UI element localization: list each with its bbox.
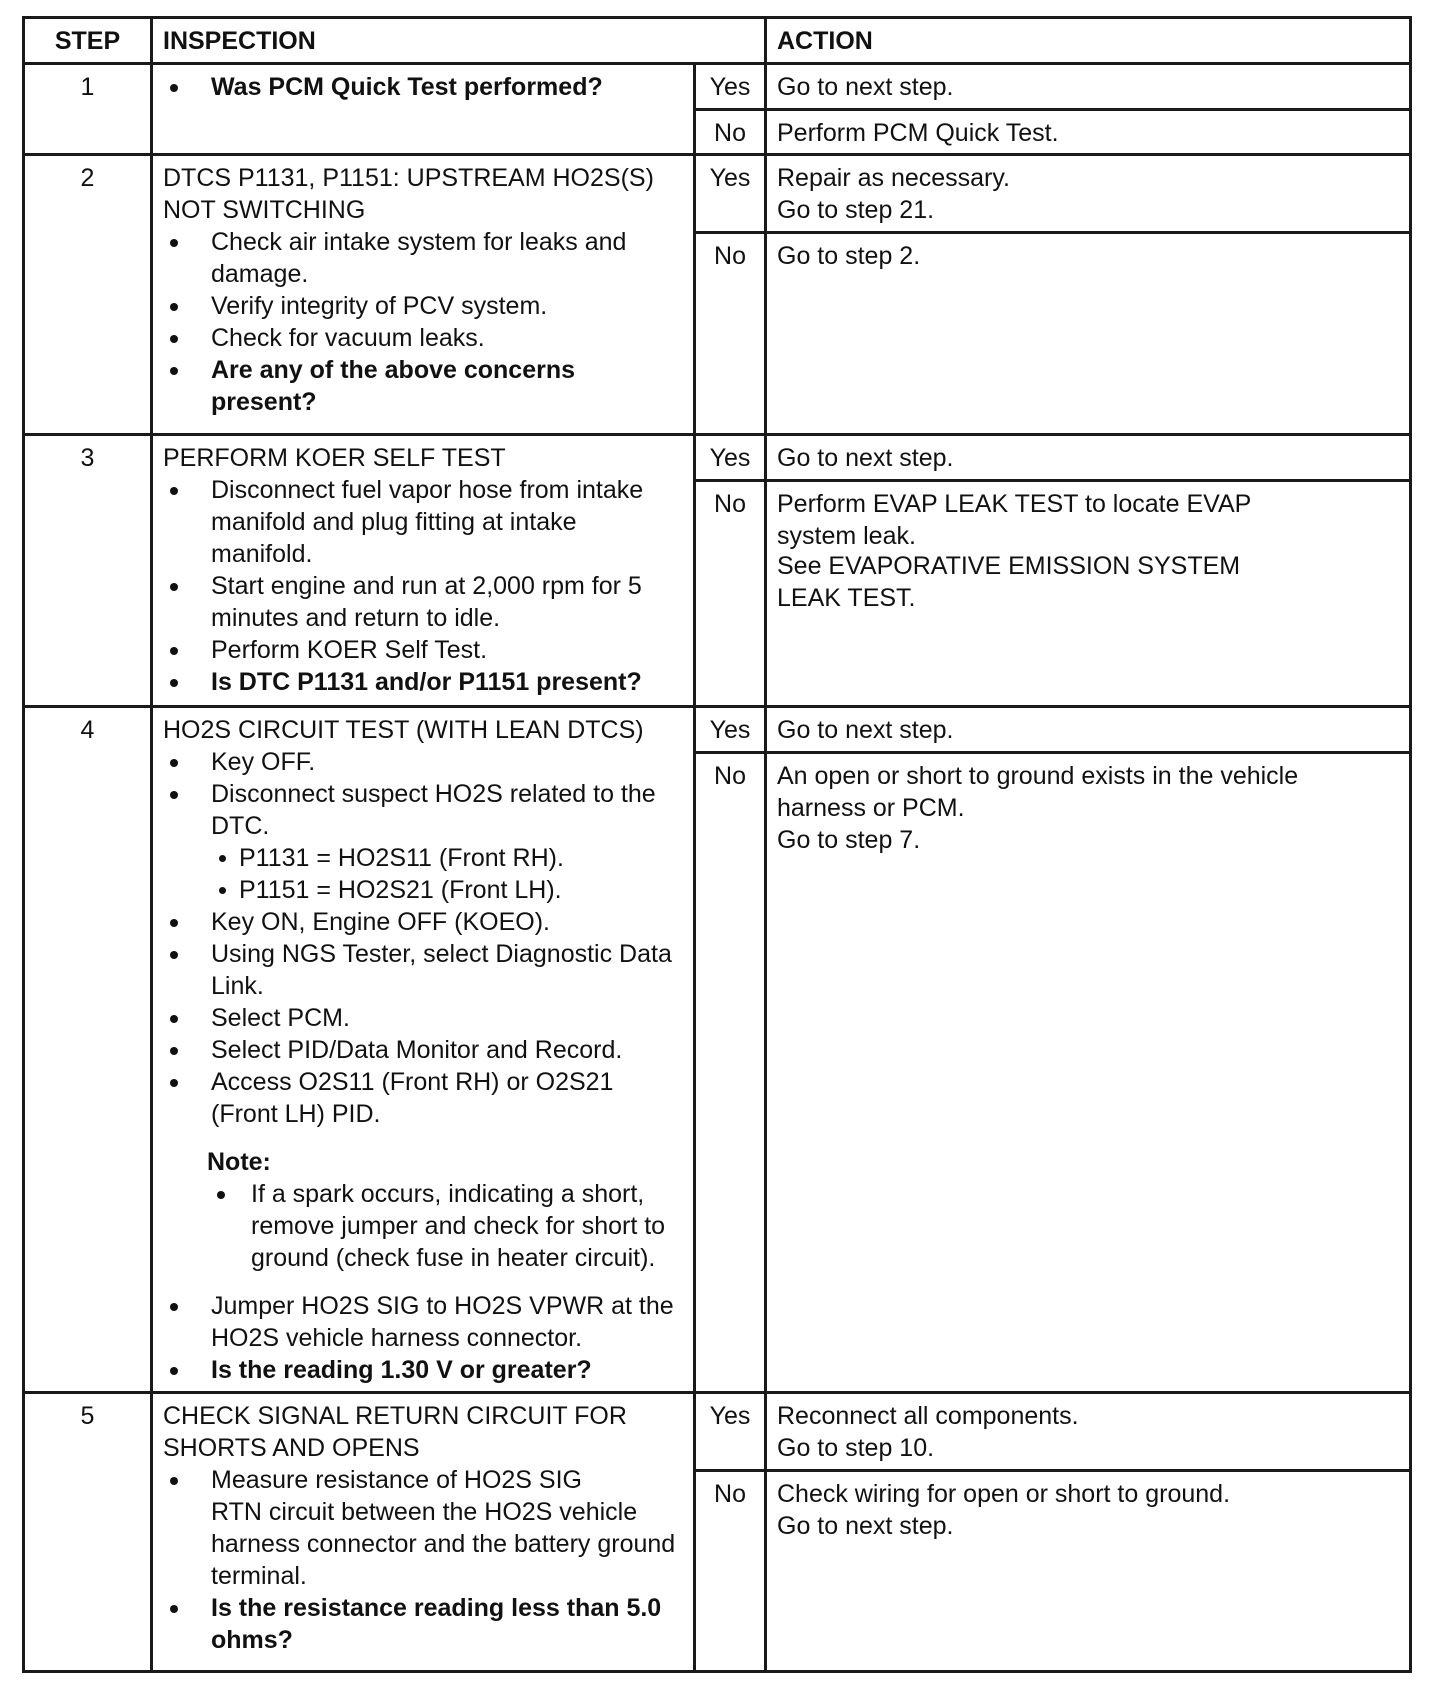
bullet-icon xyxy=(170,335,178,343)
step-5-number-cell xyxy=(22,1391,153,1673)
inspection-line: Check for vacuum leaks. xyxy=(211,324,485,352)
no-label: No xyxy=(714,242,746,270)
step-heading: PERFORM KOER SELF TEST xyxy=(163,444,506,472)
action-line: Go to step 21. xyxy=(777,196,935,224)
inspection-line: Is the reading 1.30 V or greater? xyxy=(211,1356,592,1384)
header-action-cell xyxy=(764,16,1412,65)
inspection-line: present? xyxy=(211,388,317,416)
step-3-yes-action-cell xyxy=(764,433,1412,482)
bullet-icon xyxy=(170,1047,178,1055)
sub-bullet-icon xyxy=(219,855,226,862)
inspection-line: DTC. xyxy=(211,812,270,840)
action-line: Go to next step. xyxy=(777,1512,954,1540)
inspection-line: ohms? xyxy=(211,1626,293,1654)
bullet-icon xyxy=(170,951,178,959)
action-line: Go to step 7. xyxy=(777,826,921,854)
bullet-icon xyxy=(170,1605,178,1613)
action-line: Repair as necessary. xyxy=(777,164,1010,192)
inspection-line: HO2S vehicle harness connector. xyxy=(211,1324,583,1352)
step-4-inspection-cell xyxy=(150,705,696,1394)
bullet-icon xyxy=(170,1015,178,1023)
step-4-yes-cell xyxy=(693,705,767,754)
inspection-line: Jumper HO2S SIG to HO2S VPWR at the xyxy=(211,1292,674,1320)
action-line: Go to next step. xyxy=(777,716,954,744)
action-line: Go to step 2. xyxy=(777,242,921,270)
bullet-icon xyxy=(170,759,178,767)
step-4-number-cell xyxy=(22,705,153,1394)
action-line: Go to next step. xyxy=(777,73,954,101)
step-heading: SHORTS AND OPENS xyxy=(163,1434,420,1462)
bullet-icon xyxy=(170,919,178,927)
inspection-line: Was PCM Quick Test performed? xyxy=(211,73,603,101)
inspection-line: Is the resistance reading less than 5.0 xyxy=(211,1594,662,1622)
inspection-line: RTN circuit between the HO2S vehicle xyxy=(211,1498,638,1526)
inspection-line: Start engine and run at 2,000 rpm for 5 xyxy=(211,572,642,600)
step-2-no-cell xyxy=(693,231,767,436)
bullet-icon xyxy=(170,1303,178,1311)
header-step-cell xyxy=(22,16,153,65)
bullet-icon xyxy=(170,367,178,375)
inspection-line: Access O2S11 (Front RH) or O2S21 xyxy=(211,1068,614,1096)
bullet-icon xyxy=(170,1079,178,1087)
inspection-line: Measure resistance of HO2S SIG xyxy=(211,1466,582,1494)
bullet-icon xyxy=(170,487,178,495)
step-4-no-cell xyxy=(693,751,767,1394)
step-1-number-cell xyxy=(22,62,153,156)
step-number: 1 xyxy=(80,73,95,101)
bullet-icon xyxy=(170,791,178,799)
step-number: 4 xyxy=(80,716,95,744)
inspection-line: Disconnect fuel vapor hose from intake xyxy=(211,476,644,504)
note-line: ground (check fuse in heater circuit). xyxy=(251,1244,656,1272)
step-number: 2 xyxy=(80,164,95,192)
action-line: An open or short to ground exists in the vehicle xyxy=(777,762,1299,790)
action-line: harness or PCM. xyxy=(777,794,965,822)
step-2-inspection-cell xyxy=(150,153,696,436)
note-line: remove jumper and check for short to xyxy=(251,1212,666,1240)
step-2-yes-cell xyxy=(693,153,767,234)
step-3-no-action-cell xyxy=(764,479,1412,708)
step-3-no-cell xyxy=(693,479,767,708)
step-heading: HO2S CIRCUIT TEST (WITH LEAN DTCS) xyxy=(163,716,644,744)
inspection-line: Key OFF. xyxy=(211,748,316,776)
sub-bullet-icon xyxy=(219,887,226,894)
bullet-icon xyxy=(170,239,178,247)
yes-label: Yes xyxy=(709,1402,751,1430)
action-line: system leak. xyxy=(777,522,916,550)
step-1-inspection-cell xyxy=(150,62,696,156)
no-label: No xyxy=(714,119,746,147)
bullet-icon xyxy=(217,1191,225,1199)
step-3-inspection-cell xyxy=(150,433,696,708)
step-3-number-cell xyxy=(22,433,153,708)
inspection-line: manifold. xyxy=(211,540,313,568)
no-label: No xyxy=(714,490,746,518)
bullet-icon xyxy=(170,303,178,311)
step-4-no-action-cell xyxy=(764,751,1412,1394)
inspection-line: Are any of the above concerns xyxy=(211,356,576,384)
header-inspection: INSPECTION xyxy=(163,27,316,55)
inspection-sub-line: P1151 = HO2S21 (Front LH). xyxy=(239,876,562,904)
step-2-yes-action-cell xyxy=(764,153,1412,234)
step-5-yes-action-cell xyxy=(764,1391,1412,1472)
yes-label: Yes xyxy=(709,73,751,101)
bullet-icon xyxy=(170,1477,178,1485)
inspection-line: minutes and return to idle. xyxy=(211,604,501,632)
step-5-no-action-cell xyxy=(764,1469,1412,1673)
step-1-yes-cell xyxy=(693,62,767,111)
action-line: See EVAPORATIVE EMISSION SYSTEM xyxy=(777,552,1241,580)
note-label: Note: xyxy=(207,1148,271,1176)
bullet-icon xyxy=(170,679,178,687)
inspection-line: terminal. xyxy=(211,1562,307,1590)
action-line: Perform EVAP LEAK TEST to locate EVAP xyxy=(777,490,1252,518)
bullet-icon xyxy=(170,1367,178,1375)
diagnostic-table xyxy=(22,16,1412,1673)
step-number: 3 xyxy=(80,444,95,472)
step-heading: CHECK SIGNAL RETURN CIRCUIT FOR xyxy=(163,1402,627,1430)
inspection-line: Using NGS Tester, select Diagnostic Data xyxy=(211,940,672,968)
inspection-line: damage. xyxy=(211,260,309,288)
yes-label: Yes xyxy=(709,164,751,192)
bullet-icon xyxy=(170,583,178,591)
action-line: LEAK TEST. xyxy=(777,584,916,612)
inspection-line: harness connector and the battery ground xyxy=(211,1530,676,1558)
inspection-line: Verify integrity of PCV system. xyxy=(211,292,548,320)
step-5-yes-cell xyxy=(693,1391,767,1472)
yes-label: Yes xyxy=(709,444,751,472)
bullet-icon xyxy=(170,84,178,92)
action-line: Check wiring for open or short to ground. xyxy=(777,1480,1231,1508)
step-4-yes-action-cell xyxy=(764,705,1412,754)
header-step: STEP xyxy=(54,27,121,55)
step-5-no-cell xyxy=(693,1469,767,1673)
note-line: If a spark occurs, indicating a short, xyxy=(251,1180,645,1208)
inspection-line: manifold and plug fitting at intake xyxy=(211,508,577,536)
step-2-no-action-cell xyxy=(764,231,1412,436)
inspection-line: Check air intake system for leaks and xyxy=(211,228,627,256)
action-line: Perform PCM Quick Test. xyxy=(777,119,1059,147)
step-number: 5 xyxy=(80,1402,95,1430)
bullet-icon xyxy=(170,647,178,655)
inspection-line: (Front LH) PID. xyxy=(211,1100,381,1128)
header-inspection-cell xyxy=(150,16,767,65)
action-line: Go to next step. xyxy=(777,444,954,472)
step-3-yes-cell xyxy=(693,433,767,482)
step-2-number-cell xyxy=(22,153,153,436)
step-1-no-action-cell xyxy=(764,108,1412,156)
yes-label: Yes xyxy=(709,716,751,744)
step-1-yes-action-cell xyxy=(764,62,1412,111)
no-label: No xyxy=(714,762,746,790)
inspection-line: Is DTC P1131 and/or P1151 present? xyxy=(211,668,642,696)
inspection-line: Key ON, Engine OFF (KOEO). xyxy=(211,908,550,936)
step-heading: DTCS P1131, P1151: UPSTREAM HO2S(S) xyxy=(163,164,654,192)
action-line: Reconnect all components. xyxy=(777,1402,1079,1430)
inspection-line: Select PID/Data Monitor and Record. xyxy=(211,1036,623,1064)
action-line: Go to step 10. xyxy=(777,1434,935,1462)
inspection-line: Perform KOER Self Test. xyxy=(211,636,488,664)
inspection-line: Link. xyxy=(211,972,264,1000)
inspection-line: Disconnect suspect HO2S related to the xyxy=(211,780,656,808)
header-action: ACTION xyxy=(777,27,873,55)
no-label: No xyxy=(714,1480,746,1508)
inspection-line: Select PCM. xyxy=(211,1004,350,1032)
inspection-sub-line: P1131 = HO2S11 (Front RH). xyxy=(239,844,564,872)
step-1-no-cell xyxy=(693,108,767,156)
step-5-inspection-cell xyxy=(150,1391,696,1673)
step-heading: NOT SWITCHING xyxy=(163,196,366,224)
